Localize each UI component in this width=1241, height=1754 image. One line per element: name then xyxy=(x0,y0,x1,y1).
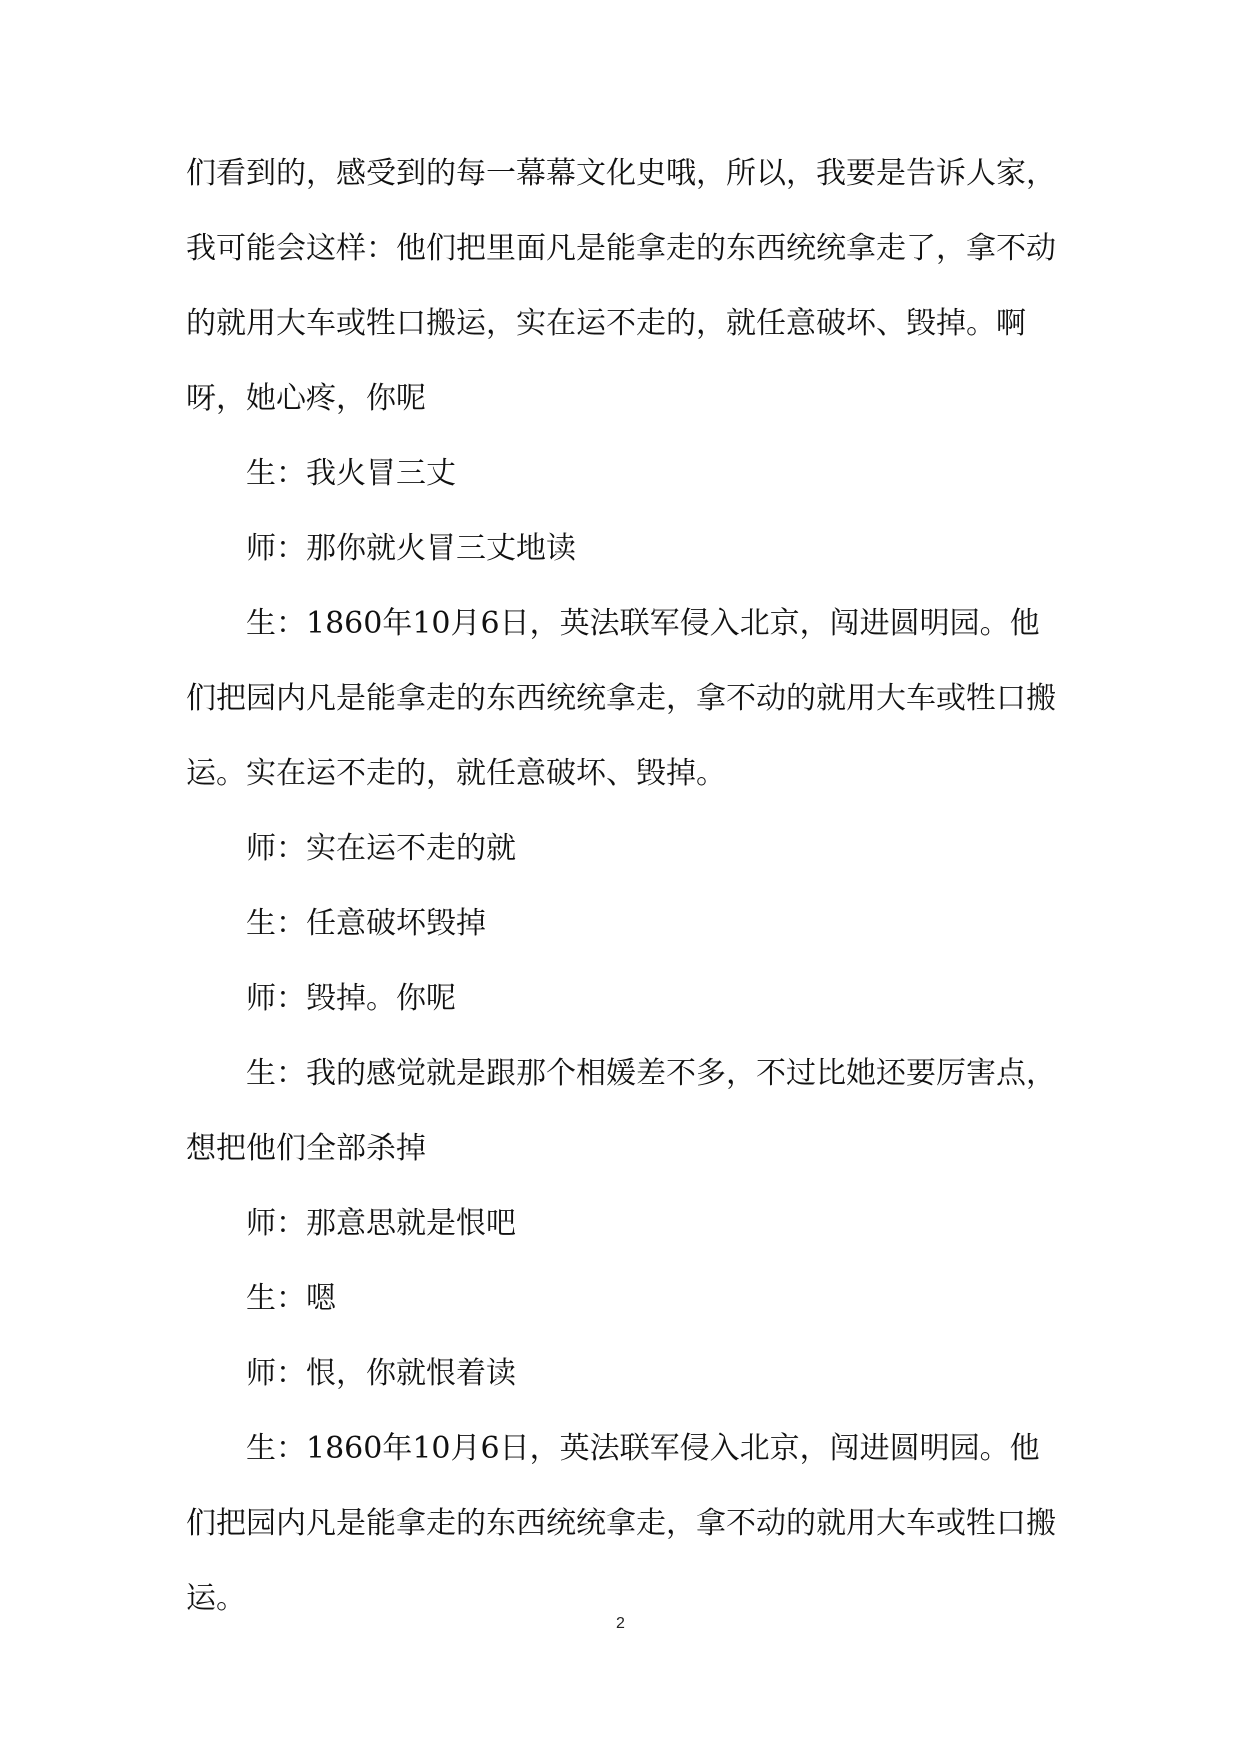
paragraph-2: 生：我火冒三丈 xyxy=(246,456,456,491)
page-number: 2 xyxy=(616,1615,625,1632)
paragraph-6: 生：任意破坏毁掉 xyxy=(246,906,486,941)
paragraph-12: 生：1860年10月6日，英法联军侵入北京，闯进圆明园。他们把园内凡是能拿走的东西统统拿走，拿不动的就用大车或牲口搬运。 xyxy=(186,1431,1056,1616)
paragraph-1: 们看到的，感受到的每一幕幕文化史哦，所以，我要是告诉人家，我可能会这样：他们把里面凡是能拿走的东西统统拿走了，拿不动的就用大车或牲口搬运，实在运不走的，就任意破坏、毁掉。啊呀，她心疼，你呢 xyxy=(186,156,1056,416)
paragraph-3: 师：那你就火冒三丈地读 xyxy=(246,531,576,566)
document-body xyxy=(186,136,1066,1636)
paragraph-8: 生：我的感觉就是跟那个相媛差不多，不过比她还要厉害点，想把他们全部杀掉 xyxy=(186,1056,1056,1166)
paragraph-5: 师：实在运不走的就 xyxy=(246,831,516,866)
paragraph-9: 师：那意思就是恨吧 xyxy=(246,1206,516,1241)
paragraph-10: 生：嗯 xyxy=(246,1281,336,1316)
paragraph-7: 师：毁掉。你呢 xyxy=(246,981,456,1016)
paragraph-4: 生：1860年10月6日，英法联军侵入北京，闯进圆明园。他们把园内凡是能拿走的东西统统拿走，拿不动的就用大车或牲口搬运。实在运不走的，就任意破坏、毁掉。 xyxy=(186,606,1056,791)
paragraph-11: 师：恨，你就恨着读 xyxy=(246,1356,516,1391)
